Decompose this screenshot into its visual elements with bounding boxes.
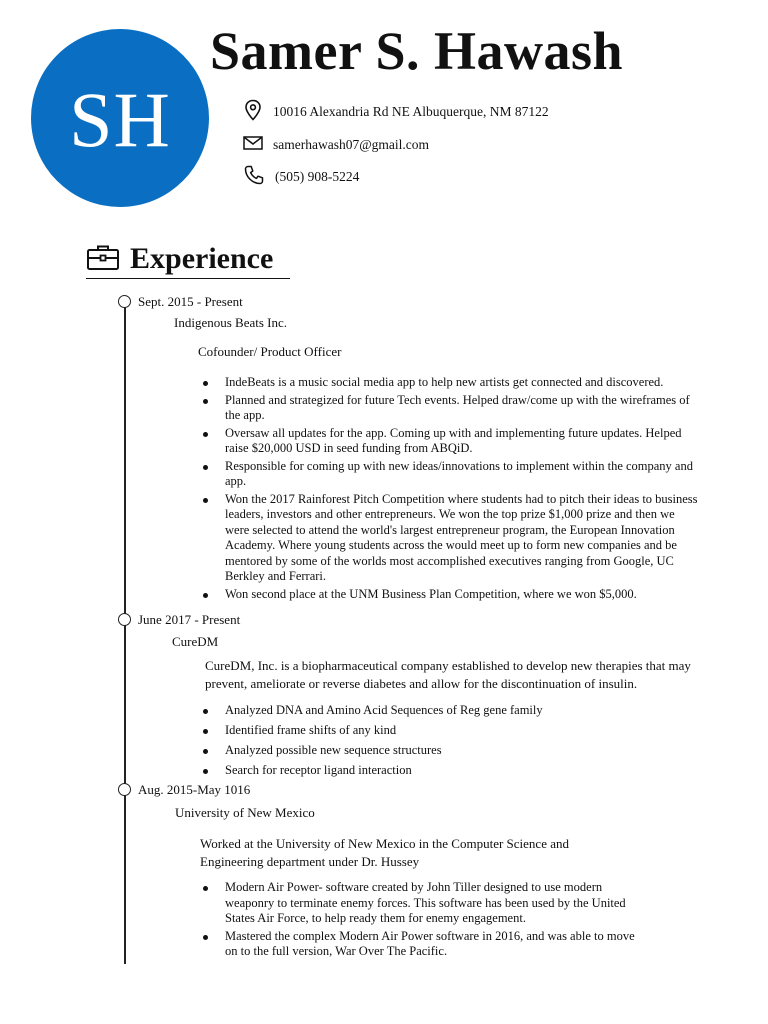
job-description: CureDM, Inc. is a biopharmaceutical company established to develop new therapies that may prevent, ameliorate or reverse diabetes and allow for the discontinuation of insulin. xyxy=(205,658,691,691)
timeline-node xyxy=(118,613,131,626)
list-item: Planned and strategized for future Tech events. Helped draw/come up with the wireframes of the app. xyxy=(200,393,700,424)
list-item: Mastered the complex Modern Air Power software in 2016, and was able to move on to the full version, War Over The Pacific. xyxy=(200,929,640,960)
list-item: Modern Air Power- software created by John Tiller designed to use modern weaponry to terminate enemy forces. This software has been used by the United States Air Force, to help ready them for enemy engagement. xyxy=(200,880,640,927)
list-item: Identified frame shifts of any kind xyxy=(200,723,700,739)
job-organization: Indigenous Beats Inc. xyxy=(174,315,288,330)
monogram-avatar xyxy=(31,29,209,207)
phone-icon xyxy=(243,164,265,190)
briefcase-icon xyxy=(86,242,120,277)
contact-phone xyxy=(243,164,359,190)
address-text: 10016 Alexandria Rd NE Albuquerque, NM 87122 xyxy=(273,104,549,119)
job-organization: University of New Mexico xyxy=(175,805,315,820)
list-item: Oversaw all updates for the app. Coming up with and implementing future updates. Helped raise $20,000 USD in seed funding from ABQiD. xyxy=(200,426,700,457)
list-item: Analyzed possible new sequence structures xyxy=(200,743,700,759)
contact-email xyxy=(243,135,429,155)
phone-text[interactable]: (505) 908-5224 xyxy=(275,169,360,184)
job-organization: CureDM xyxy=(172,634,219,649)
envelope-icon xyxy=(243,135,263,155)
timeline-node xyxy=(118,295,131,308)
experience-heading xyxy=(86,240,290,279)
job-role: Cofounder/ Product Officer xyxy=(198,344,342,359)
list-item: Won second place at the UNM Business Plan Competition, where we won $5,000. xyxy=(200,587,700,603)
list-item: Analyzed DNA and Amino Acid Sequences of Reg gene family xyxy=(200,703,700,719)
section-title: Experience xyxy=(130,242,274,275)
job-dates: Aug. 2015-May 1016 xyxy=(138,782,251,797)
job-dates: Sept. 2015 - Present xyxy=(138,294,243,309)
job-bullets xyxy=(200,375,700,604)
map-pin-icon xyxy=(243,99,263,125)
job-bullets xyxy=(200,703,700,783)
list-item: IndeBeats is a music social media app to help new artists get connected and discovered. xyxy=(200,375,700,391)
list-item: Search for receptor ligand interaction xyxy=(200,763,700,779)
list-item: Won the 2017 Rainforest Pitch Competition where students had to pitch their ideas to business leaders, investors and other entrepreneurs. We won the top prize $1,000 prize and then we were selected to attend the world's largest entrepreneur program, the European Innovation Academy. Where young students across the would meet up to form new companies and be mentored by some of the worlds most accomplished executives ranging from Google, UC Berkley and Ferrari. xyxy=(200,492,700,585)
email-text[interactable]: samerhawash07@gmail.com xyxy=(273,137,430,152)
monogram-initials: SH xyxy=(69,76,171,163)
timeline-node xyxy=(118,783,131,796)
job-dates: June 2017 - Present xyxy=(138,612,241,627)
timeline-line xyxy=(124,300,126,964)
job-description: Worked at the University of New Mexico in the Computer Science and Engineering department under Dr. Hussey xyxy=(200,836,569,869)
contact-address xyxy=(243,99,549,125)
list-item: Responsible for coming up with new ideas/innovations to implement within the company and app. xyxy=(200,459,700,490)
job-bullets xyxy=(200,880,640,962)
person-name: Samer S. Hawash xyxy=(210,21,624,81)
